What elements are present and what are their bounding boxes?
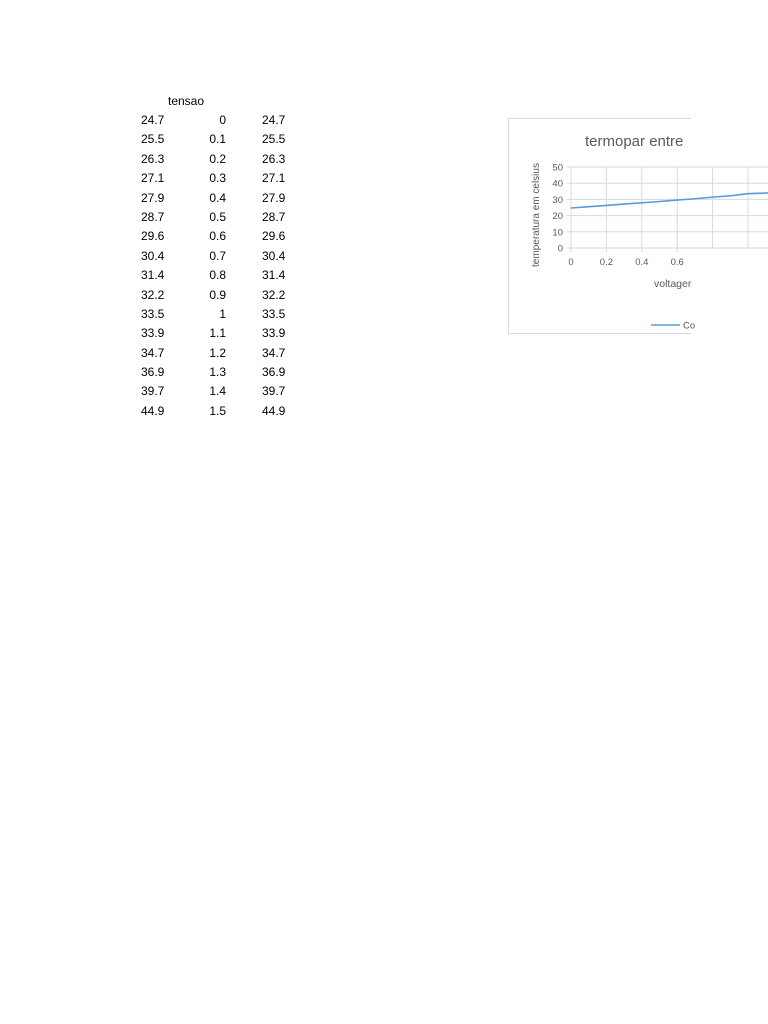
cell-temperature-copy[interactable]: 28.7 xyxy=(262,209,286,224)
cell-temperature[interactable]: 25.5 xyxy=(141,132,165,147)
cell-temperature-copy[interactable]: 36.9 xyxy=(262,365,286,380)
table-row xyxy=(130,150,300,169)
table-row xyxy=(130,324,300,343)
cell-voltage[interactable]: 0.5 xyxy=(209,209,226,224)
x-tick-label: 0 xyxy=(568,257,574,268)
cell-temperature[interactable]: 36.9 xyxy=(141,365,165,380)
cell-temperature-copy[interactable]: 33.5 xyxy=(262,306,286,321)
cell-temperature[interactable]: 32.2 xyxy=(141,287,165,302)
cell-voltage[interactable]: 0.4 xyxy=(209,190,226,205)
chart-svg xyxy=(509,119,696,335)
cell-temperature[interactable]: 33.9 xyxy=(141,326,165,341)
y-tick-label: 10 xyxy=(552,227,563,239)
cell-temperature-copy[interactable]: 34.7 xyxy=(262,345,286,360)
cell-temperature[interactable]: 33.5 xyxy=(141,306,165,321)
chart-title: termopar entre xyxy=(585,133,684,150)
y-axis-title: temperatura em celsius xyxy=(531,163,542,267)
cell-temperature-copy[interactable]: 33.9 xyxy=(262,326,286,341)
cell-temperature-copy[interactable]: 24.7 xyxy=(262,113,286,127)
column-header-tensao[interactable]: tensao xyxy=(168,94,205,108)
cell-voltage[interactable]: 0.6 xyxy=(209,229,226,244)
cell-temperature[interactable]: 29.6 xyxy=(141,229,165,244)
y-tick-label: 40 xyxy=(552,178,563,190)
chart[interactable] xyxy=(508,118,696,334)
x-tick-label: 0.6 xyxy=(670,257,684,268)
table-row xyxy=(130,111,300,130)
table-row xyxy=(130,247,300,266)
table-row xyxy=(130,266,300,285)
cell-temperature-copy[interactable]: 32.2 xyxy=(262,287,286,302)
cell-voltage[interactable]: 1 xyxy=(219,306,226,321)
cell-temperature-copy[interactable]: 31.4 xyxy=(262,268,286,283)
x-tick-label: 0.2 xyxy=(599,257,614,268)
table-row xyxy=(130,189,300,208)
cell-temperature-copy[interactable]: 29.6 xyxy=(262,229,286,244)
table-row xyxy=(130,305,300,324)
table-row xyxy=(130,382,300,401)
cell-temperature[interactable]: 44.9 xyxy=(141,403,165,418)
cell-voltage[interactable]: 1.2 xyxy=(209,345,226,360)
cell-temperature[interactable]: 39.7 xyxy=(141,384,165,399)
table-body xyxy=(130,111,300,421)
cell-temperature[interactable]: 30.4 xyxy=(141,248,165,263)
table-row xyxy=(130,208,300,227)
table-row xyxy=(130,402,300,421)
cell-temperature[interactable]: 28.7 xyxy=(141,209,165,224)
y-tick-label: 20 xyxy=(552,211,563,223)
cell-voltage[interactable]: 1.4 xyxy=(209,384,226,399)
cell-voltage[interactable]: 0.9 xyxy=(209,287,226,302)
cell-temperature[interactable]: 34.7 xyxy=(141,345,165,360)
cell-voltage[interactable]: 0.3 xyxy=(209,171,226,186)
x-tick-label: 0.4 xyxy=(635,257,649,268)
cell-temperature-copy[interactable]: 27.9 xyxy=(262,190,286,205)
cell-temperature[interactable]: 27.9 xyxy=(141,190,165,205)
y-tick-label: 50 xyxy=(552,162,563,174)
cell-temperature[interactable]: 26.3 xyxy=(141,151,165,166)
cell-voltage[interactable]: 0 xyxy=(219,113,226,127)
cell-temperature[interactable]: 31.4 xyxy=(141,268,165,283)
series-line[interactable] xyxy=(571,175,768,208)
cell-temperature-copy[interactable]: 30.4 xyxy=(262,248,286,263)
table-row xyxy=(130,344,300,363)
cell-temperature-copy[interactable]: 26.3 xyxy=(262,151,286,166)
table-row xyxy=(130,286,300,305)
cell-voltage[interactable]: 1.5 xyxy=(209,403,226,418)
cell-voltage[interactable]: 1.3 xyxy=(209,365,226,380)
cell-temperature[interactable]: 27.1 xyxy=(141,171,165,186)
y-tick-label: 30 xyxy=(552,194,563,206)
cell-temperature-copy[interactable]: 25.5 xyxy=(262,132,286,147)
cell-temperature-copy[interactable]: 44.9 xyxy=(262,403,286,418)
cell-temperature[interactable]: 24.7 xyxy=(141,113,165,127)
table-row xyxy=(130,363,300,382)
cell-voltage[interactable]: 0.7 xyxy=(209,248,226,263)
cell-voltage[interactable]: 0.2 xyxy=(209,151,226,166)
cell-voltage[interactable]: 0.1 xyxy=(209,132,226,147)
legend-label[interactable]: Co xyxy=(683,320,696,332)
y-tick-label: 0 xyxy=(557,243,563,255)
cell-temperature-copy[interactable]: 27.1 xyxy=(262,171,286,186)
cell-voltage[interactable]: 1.1 xyxy=(209,326,226,341)
cell-voltage[interactable]: 0.8 xyxy=(209,268,226,283)
cell-temperature-copy[interactable]: 39.7 xyxy=(262,384,286,399)
table-row xyxy=(130,169,300,188)
table-row xyxy=(130,130,300,149)
x-axis-title: voltager xyxy=(654,278,692,290)
table-row xyxy=(130,227,300,246)
